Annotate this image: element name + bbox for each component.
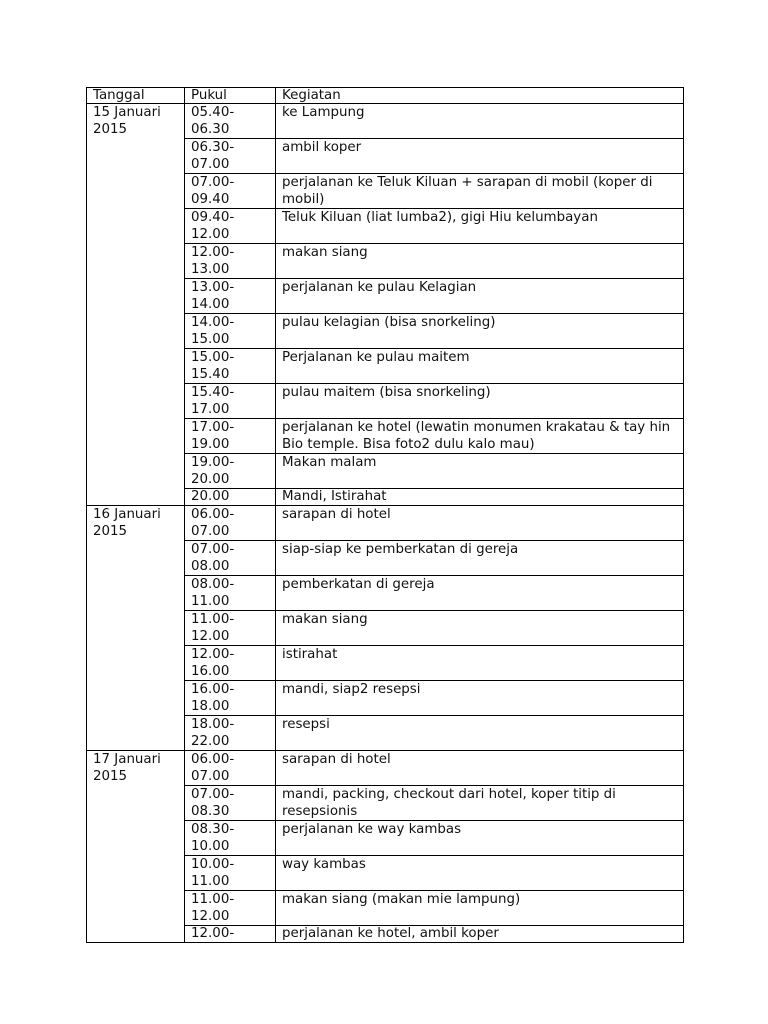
activity-cell: mandi, siap2 resepsi [276, 681, 684, 716]
time-cell: 09.40- 12.00 [185, 209, 276, 244]
schedule-body [87, 104, 684, 943]
activity-cell: resepsi [276, 716, 684, 751]
date-cell: 17 Januari 2015 [87, 751, 185, 943]
header-pukul: Pukul [185, 88, 276, 104]
activity-cell: Perjalanan ke pulau maitem [276, 349, 684, 384]
time-cell: 08.00- 11.00 [185, 576, 276, 611]
time-cell: 19.00- 20.00 [185, 454, 276, 489]
time-cell: 17.00- 19.00 [185, 419, 276, 454]
activity-cell: sarapan di hotel [276, 751, 684, 786]
activity-cell: perjalanan ke hotel, ambil koper [276, 926, 684, 943]
activity-cell: sarapan di hotel [276, 506, 684, 541]
header-tanggal: Tanggal [87, 88, 185, 104]
time-cell: 08.30- 10.00 [185, 821, 276, 856]
time-cell: 16.00- 18.00 [185, 681, 276, 716]
time-cell: 10.00- 11.00 [185, 856, 276, 891]
activity-cell: pulau maitem (bisa snorkeling) [276, 384, 684, 419]
activity-cell: Mandi, Istirahat [276, 489, 684, 506]
time-cell: 12.00- 16.00 [185, 646, 276, 681]
activity-cell: ke Lampung [276, 104, 684, 139]
time-cell: 06.00- 07.00 [185, 506, 276, 541]
time-cell: 18.00- 22.00 [185, 716, 276, 751]
date-cell: 16 Januari 2015 [87, 506, 185, 751]
time-cell: 11.00- 12.00 [185, 891, 276, 926]
activity-cell: makan siang (makan mie lampung) [276, 891, 684, 926]
date-cell: 15 Januari 2015 [87, 104, 185, 506]
activity-cell: istirahat [276, 646, 684, 681]
activity-cell: mandi, packing, checkout dari hotel, koper titip di resepsionis [276, 786, 684, 821]
time-cell: 20.00 [185, 489, 276, 506]
activity-cell: makan siang [276, 244, 684, 279]
time-cell: 12.00- 13.00 [185, 244, 276, 279]
time-cell: 13.00- 14.00 [185, 279, 276, 314]
header-row [87, 88, 684, 104]
time-cell: 15.40- 17.00 [185, 384, 276, 419]
time-cell: 07.00- 09.40 [185, 174, 276, 209]
activity-cell: pemberkatan di gereja [276, 576, 684, 611]
activity-cell: ambil koper [276, 139, 684, 174]
time-cell: 15.00- 15.40 [185, 349, 276, 384]
activity-cell: Teluk Kiluan (liat lumba2), gigi Hiu kelumbayan [276, 209, 684, 244]
activity-cell: perjalanan ke pulau Kelagian [276, 279, 684, 314]
time-cell: 14.00- 15.00 [185, 314, 276, 349]
time-cell: 07.00- 08.30 [185, 786, 276, 821]
header-kegiatan: Kegiatan [276, 88, 684, 104]
table-row [87, 751, 684, 786]
schedule-table [86, 87, 684, 943]
activity-cell: makan siang [276, 611, 684, 646]
time-cell: 05.40- 06.30 [185, 104, 276, 139]
table-row [87, 104, 684, 139]
activity-cell: Makan malam [276, 454, 684, 489]
activity-cell: perjalanan ke way kambas [276, 821, 684, 856]
time-cell: 12.00- [185, 926, 276, 943]
activity-cell: perjalanan ke hotel (lewatin monumen krakatau & tay hin Bio temple. Bisa foto2 dulu kalo mau) [276, 419, 684, 454]
table-row [87, 506, 684, 541]
time-cell: 07.00- 08.00 [185, 541, 276, 576]
time-cell: 11.00- 12.00 [185, 611, 276, 646]
time-cell: 06.30- 07.00 [185, 139, 276, 174]
activity-cell: perjalanan ke Teluk Kiluan + sarapan di mobil (koper di mobil) [276, 174, 684, 209]
activity-cell: way kambas [276, 856, 684, 891]
activity-cell: pulau kelagian (bisa snorkeling) [276, 314, 684, 349]
activity-cell: siap-siap ke pemberkatan di gereja [276, 541, 684, 576]
time-cell: 06.00- 07.00 [185, 751, 276, 786]
